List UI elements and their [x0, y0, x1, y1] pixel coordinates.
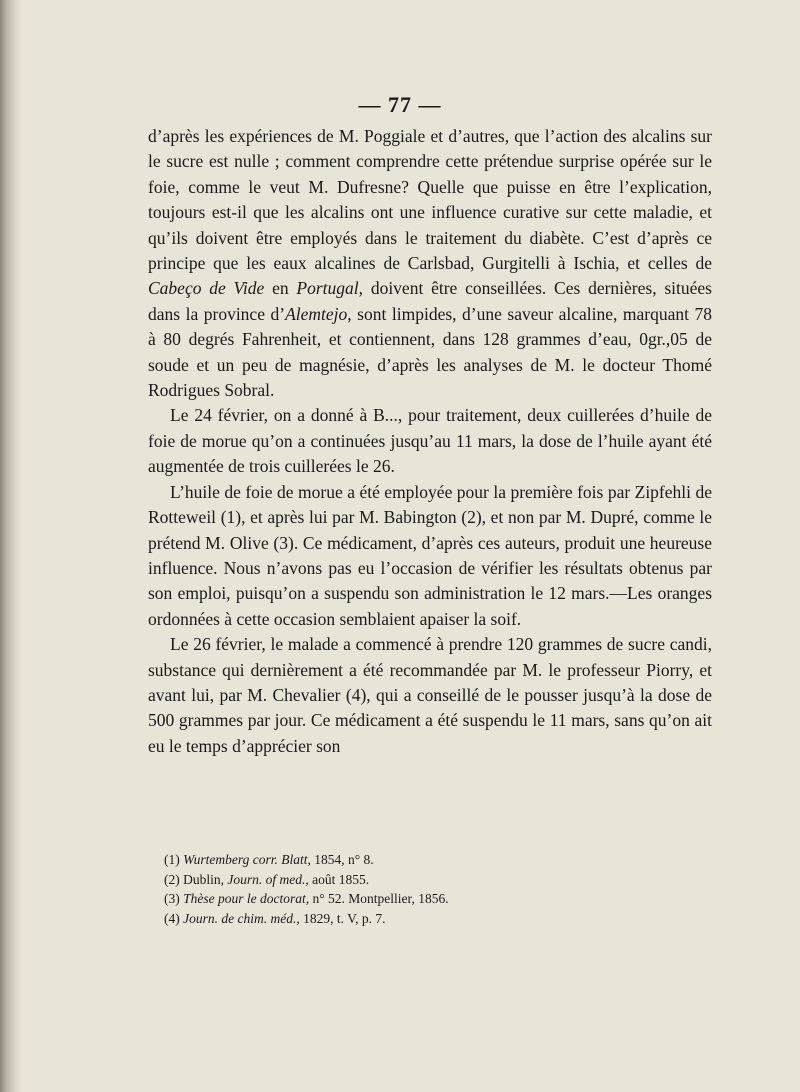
text-run: 1829, t. V, p. 7. — [299, 910, 386, 926]
text-run: en — [264, 278, 297, 299]
paragraph — [148, 403, 712, 479]
text-run: Le 24 février, on a donné à B..., pour traitement, deux cuillerées d’huile de foie de morue qu’on a continuées jusqu’au 11 mars, la dose de l’huile ayant été augmentée de trois cuillerées le 26. — [148, 405, 712, 477]
italic-text: Portugal, — [296, 278, 364, 299]
text-run: 1854, n° 8. — [310, 852, 374, 867]
italic-text: Cabeço de Vide — [148, 278, 265, 299]
footnote-number: (2) — [164, 871, 184, 887]
text-run: Le 26 février, le malade a commencé à prendre 120 grammes de sucre candi, substance qui dernièrement a été recommandée par M. le professeur Piorry, et avant lui, par M. Chevalier (4), qui a conseillé de le pousser jusqu’à la dose de 500 grammes par jour. Ce médicament a été suspendu le 11 mars, sans qu’on ait eu le temps d’apprécier son — [148, 634, 712, 756]
footnote — [164, 909, 614, 929]
italic-text: Journ. of med., — [227, 871, 309, 887]
page-number: — 77 — — [358, 92, 442, 117]
footnotes — [164, 850, 614, 928]
text-run: doivent être conseillées. Ces dernières, situées dans la province d’ — [148, 278, 712, 324]
text-run: n° 52. Montpellier, 1856. — [309, 891, 449, 906]
footnote — [164, 870, 614, 890]
text-run: août 1855. — [308, 871, 370, 887]
body-text — [148, 124, 712, 759]
footnote-number: (3) — [164, 891, 184, 906]
paragraph — [148, 124, 712, 403]
footnote — [164, 889, 614, 909]
text-run: L’huile de foie de morue a été employée pour la première fois par Zipfehli de Rotteweil (1), et après lui par M. Babington (2), et non par M. Dupré, comme le prétend M. Olive (3). Ce médicament, d’après ces auteurs, produit une heureuse influence. Nous n’avons pas eu l’occasion de vérifier les résultats obtenus par son emploi, puisqu’on a suspendu son administration le 12 mars.—Les oranges ordonnées à cette occasion semblaient apaiser la soif. — [148, 481, 712, 629]
paragraph — [148, 480, 712, 632]
text-run: Dublin, — [183, 871, 228, 887]
footnote-number: (1) — [164, 852, 184, 867]
text-run: sont limpides, d’une saveur alcaline, marquant 78 à 80 degrés Fahrenheit, et contiennent, dans 128 grammes d’eau, 0gr.,05 de soude et un peu de magnésie, d’après les analyses de M. le docteur Thomé Rodrigues Sobral. — [148, 303, 712, 401]
footnote — [164, 850, 614, 870]
italic-text: Alemtejo, — [285, 303, 352, 324]
italic-text: Thèse pour le doctorat, — [183, 891, 310, 906]
paragraph — [148, 632, 712, 759]
text-run: d’après les expériences de M. Poggiale et d’autres, que l’action des alcalins sur le sucre est nulle ; comment comprendre cette prétendue surprise opérée sur le foie, comme le veut M. Dufresne? Quelle que puisse en être l’explication, toujours est-il que les alcalins ont une influence curative sur cette maladie, et qu’ils doivent être employés dans le traitement du diabète. C’est d’après ce principe que les eaux alcalines de Carlsbad, Gurgitelli à Ischia, et celles de — [148, 126, 712, 274]
italic-text: Journ. de chim. méd., — [183, 910, 300, 926]
italic-text: Wurtemberg corr. Blatt, — [183, 852, 311, 867]
footnote-number: (4) — [164, 910, 184, 926]
